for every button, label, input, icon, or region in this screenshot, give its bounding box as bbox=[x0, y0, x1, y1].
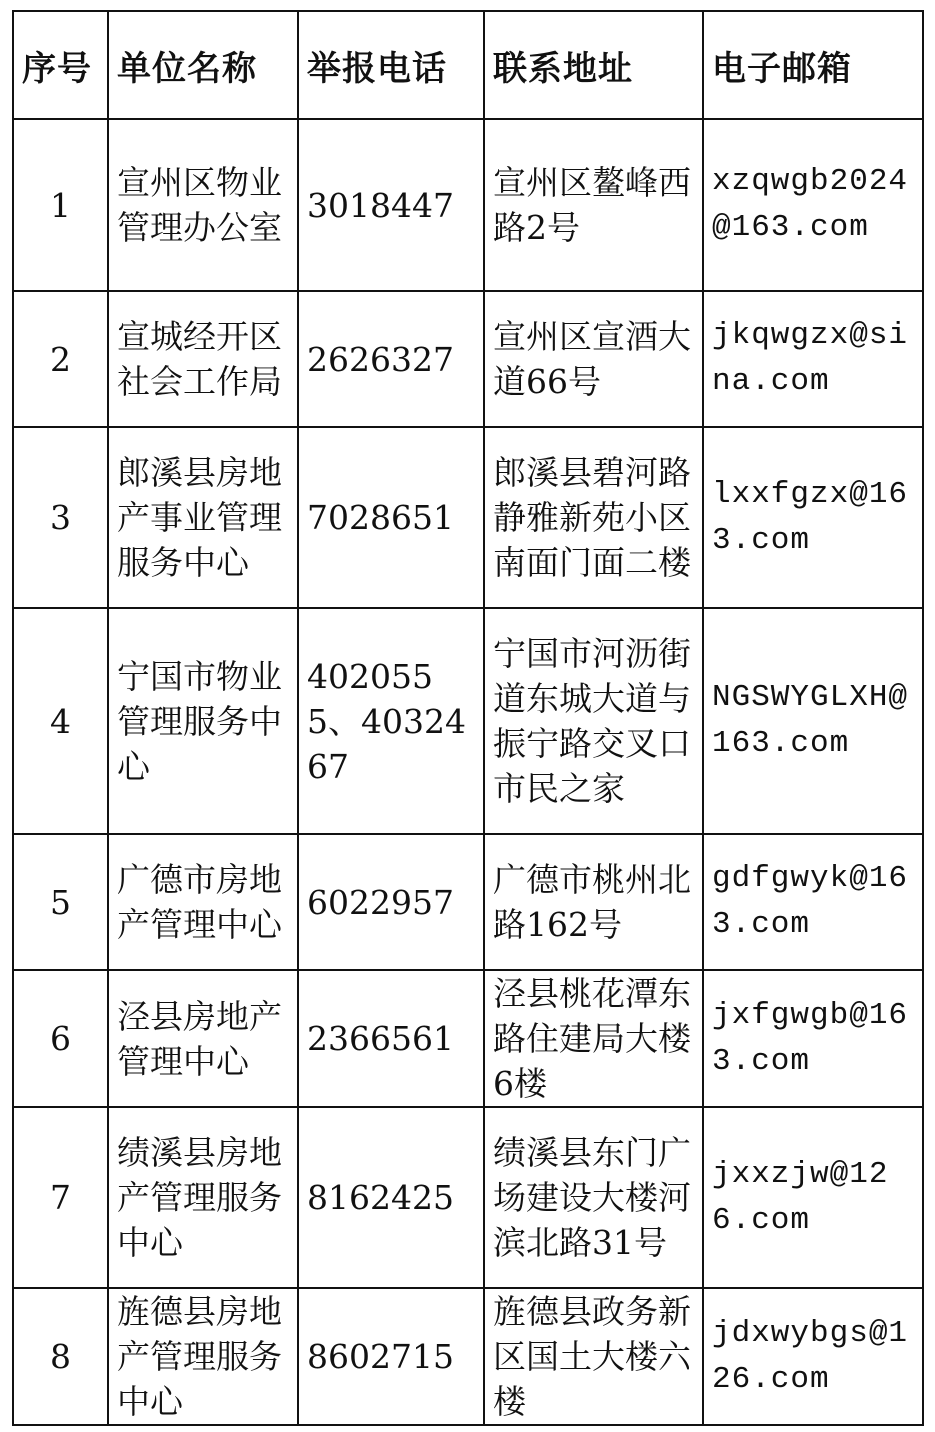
cell-unit-name: 泾县房地产管理中心 bbox=[108, 970, 298, 1107]
cell-unit-name: 旌德县房地产管理服务中心 bbox=[108, 1288, 298, 1425]
cell-address: 宣州区宣酒大道66号 bbox=[484, 291, 703, 427]
cell-address: 泾县桃花潭东路住建局大楼6楼 bbox=[484, 970, 703, 1107]
cell-phone: 4020555、4032467 bbox=[298, 608, 484, 834]
cell-address: 广德市桃州北路162号 bbox=[484, 834, 703, 970]
cell-email: gdfgwyk@163.com bbox=[703, 834, 923, 970]
cell-unit-name: 宣州区物业管理办公室 bbox=[108, 119, 298, 291]
header-address: 联系地址 bbox=[484, 11, 703, 119]
cell-no: 4 bbox=[13, 608, 108, 834]
header-row bbox=[13, 11, 923, 119]
cell-unit-name: 广德市房地产管理中心 bbox=[108, 834, 298, 970]
cell-phone: 3018447 bbox=[298, 119, 484, 291]
table-row bbox=[13, 1288, 923, 1425]
cell-no: 1 bbox=[13, 119, 108, 291]
table-row bbox=[13, 1107, 923, 1288]
cell-email: jkqwgzx@sina.com bbox=[703, 291, 923, 427]
header-email: 电子邮箱 bbox=[703, 11, 923, 119]
cell-no: 5 bbox=[13, 834, 108, 970]
cell-unit-name: 宣城经开区社会工作局 bbox=[108, 291, 298, 427]
cell-no: 7 bbox=[13, 1107, 108, 1288]
cell-address: 郎溪县碧河路静雅新苑小区南面门面二楼 bbox=[484, 427, 703, 608]
table-row bbox=[13, 608, 923, 834]
header-unit-name: 单位名称 bbox=[108, 11, 298, 119]
cell-email: jdxwybgs@126.com bbox=[703, 1288, 923, 1425]
cell-address: 宁国市河沥街道东城大道与振宁路交叉口市民之家 bbox=[484, 608, 703, 834]
cell-unit-name: 宁国市物业管理服务中心 bbox=[108, 608, 298, 834]
cell-email: NGSWYGLXH@163.com bbox=[703, 608, 923, 834]
cell-phone: 2366561 bbox=[298, 970, 484, 1107]
cell-email: jxfgwgb@163.com bbox=[703, 970, 923, 1107]
cell-no: 3 bbox=[13, 427, 108, 608]
cell-email: lxxfgzx@163.com bbox=[703, 427, 923, 608]
cell-phone: 6022957 bbox=[298, 834, 484, 970]
table-row bbox=[13, 427, 923, 608]
cell-email: jxxzjw@126.com bbox=[703, 1107, 923, 1288]
contact-table bbox=[12, 10, 924, 1426]
table-row bbox=[13, 834, 923, 970]
header-no: 序号 bbox=[13, 11, 108, 119]
cell-phone: 2626327 bbox=[298, 291, 484, 427]
cell-email: xzqwgb2024@163.com bbox=[703, 119, 923, 291]
table-row bbox=[13, 291, 923, 427]
cell-no: 6 bbox=[13, 970, 108, 1107]
cell-address: 旌德县政务新区国土大楼六楼 bbox=[484, 1288, 703, 1425]
cell-phone: 8162425 bbox=[298, 1107, 484, 1288]
header-report-phone: 举报电话 bbox=[298, 11, 484, 119]
cell-phone: 7028651 bbox=[298, 427, 484, 608]
cell-unit-name: 郎溪县房地产事业管理服务中心 bbox=[108, 427, 298, 608]
cell-no: 2 bbox=[13, 291, 108, 427]
cell-unit-name: 绩溪县房地产管理服务中心 bbox=[108, 1107, 298, 1288]
cell-address: 绩溪县东门广场建设大楼河滨北路31号 bbox=[484, 1107, 703, 1288]
table-row bbox=[13, 970, 923, 1107]
cell-phone: 8602715 bbox=[298, 1288, 484, 1425]
cell-address: 宣州区鳌峰西路2号 bbox=[484, 119, 703, 291]
cell-no: 8 bbox=[13, 1288, 108, 1425]
table-row bbox=[13, 119, 923, 291]
